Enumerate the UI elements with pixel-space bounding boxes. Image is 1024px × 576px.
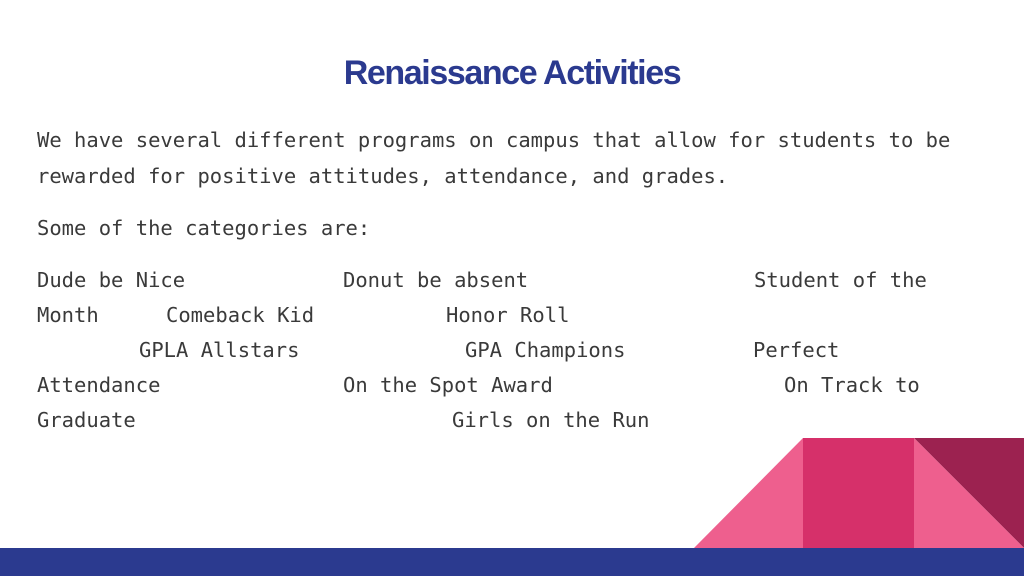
category-on-track-to-graduate-part2: Graduate [37,408,136,432]
category-dude-be-nice: Dude be Nice [37,268,186,292]
category-gpa-champions: GPA Champions [465,338,626,362]
category-on-the-spot-award: On the Spot Award [343,373,553,397]
category-student-of-the-month-part2: Month [37,303,99,327]
slide-title: Renaissance Activities [343,54,681,92]
deco-pink-square [803,438,914,548]
category-honor-roll: Honor Roll [446,303,570,327]
category-perfect-attendance-part2: Attendance [37,373,161,397]
bottom-bar [0,548,1024,576]
intro-line-2: rewarded for positive attitudes, attendance, and grades. [37,164,729,188]
deco-pink-triangle-left [694,438,803,548]
category-on-track-to-graduate-part1: On Track to [784,373,920,397]
intro-line-1: We have several different programs on campus that allow for students to be [37,128,951,152]
category-donut-be-absent: Donut be absent [343,268,529,292]
category-perfect-attendance-part1: Perfect [753,338,840,362]
category-comeback-kid: Comeback Kid [166,303,315,327]
category-student-of-the-month-part1: Student of the [754,268,927,292]
categories-subheading: Some of the categories are: [37,216,371,240]
category-gpla-allstars: GPLA Allstars [139,338,300,362]
category-girls-on-the-run: Girls on the Run [452,408,650,432]
